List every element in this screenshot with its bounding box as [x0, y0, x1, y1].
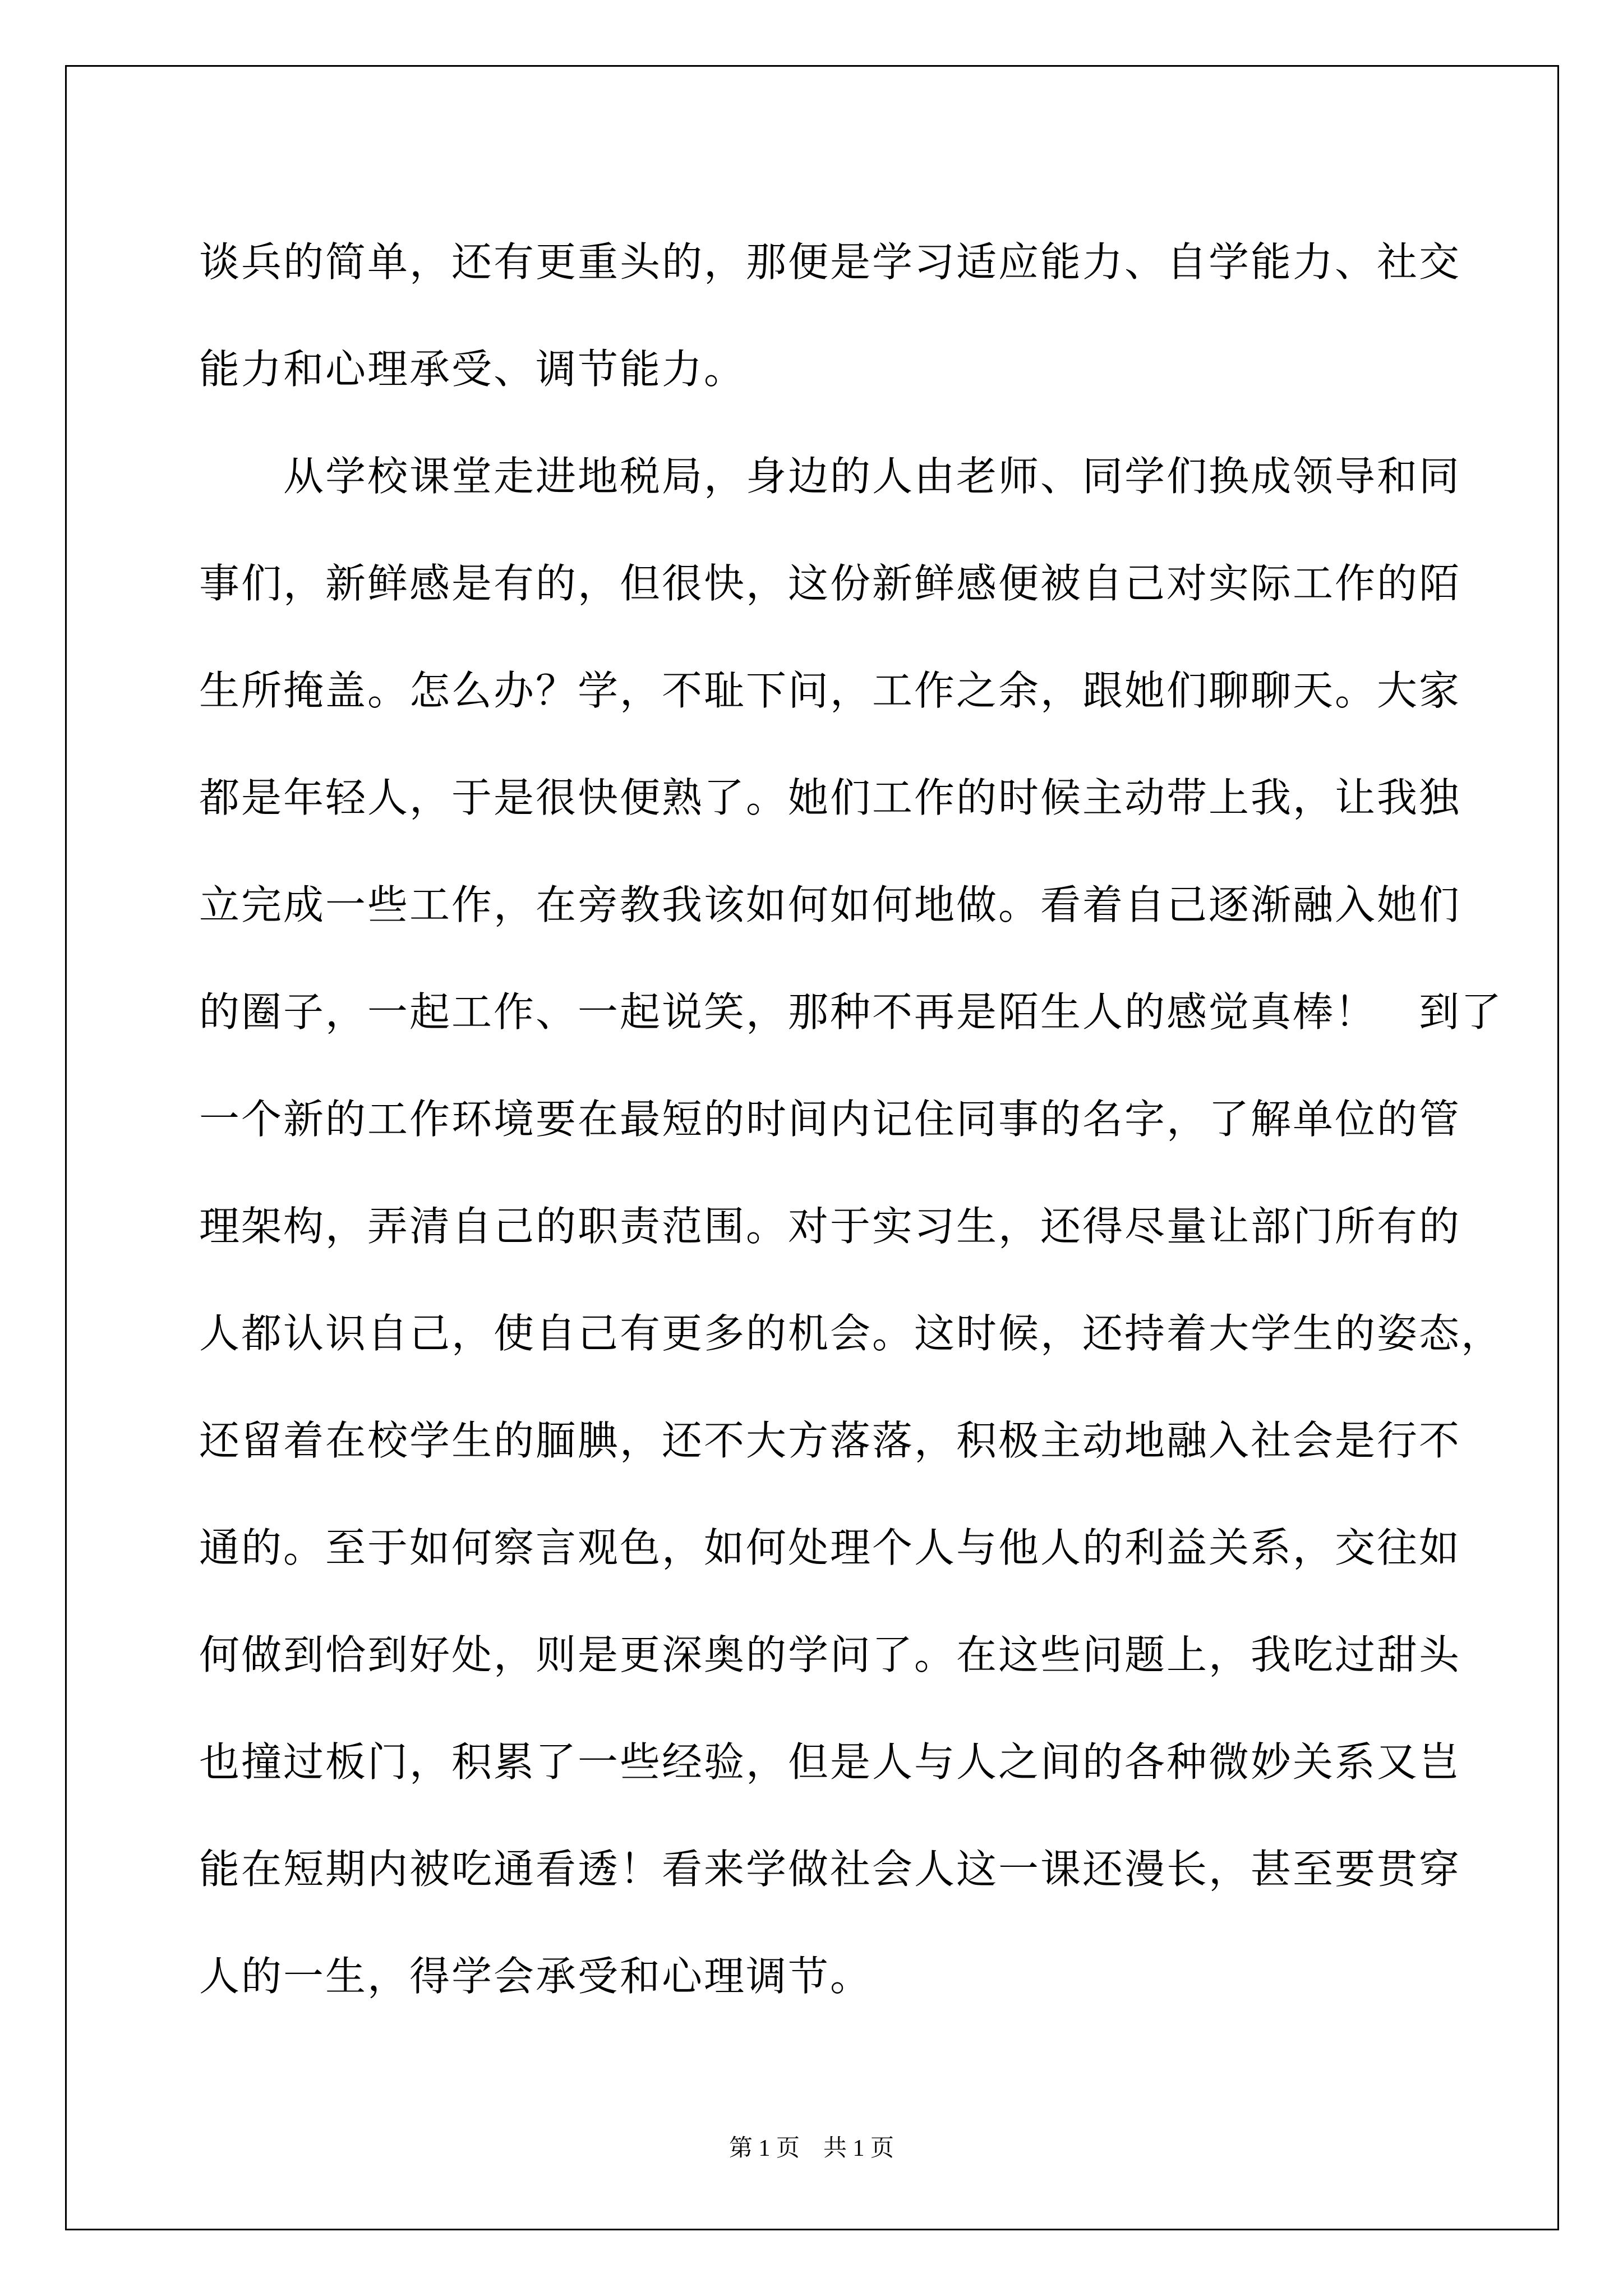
- text-line: 都是年轻人，于是很快便熟了。她们工作的时候主动带上我，让我独: [199, 774, 1461, 821]
- text-line: 理架构，弄清自己的职责范围。对于实习生，还得尽量让部门所有的: [199, 1203, 1461, 1250]
- text-line: 能在短期内被吃通看透！看来学做社会人这一课还漫长，甚至要贯穿: [199, 1846, 1461, 1893]
- text-line: 人都认识自己，使自己有更多的机会。这时候，还持着大学生的姿态，: [199, 1310, 1504, 1357]
- text-line: 也撞过板门，积累了一些经验，但是人与人之间的各种微妙关系又岂: [199, 1738, 1461, 1786]
- page-number-footer: 第 1 页 共 1 页: [728, 2136, 894, 2161]
- text-line: 生所掩盖。怎么办？学，不耻下问，工作之余，跟她们聊聊天。大家: [199, 667, 1461, 714]
- text-line: 从学校课堂走进地税局，身边的人由老师、同学们换成领导和同: [199, 453, 1461, 500]
- text-line: 能力和心理承受、调节能力。: [199, 346, 746, 393]
- document-body: [199, 209, 1504, 2030]
- text-line: 何做到恰到好处，则是更深奥的学问了。在这些问题上，我吃过甜头: [199, 1631, 1461, 1678]
- text-line: 还留着在校学生的腼腆，还不大方落落，积极主动地融入社会是行不: [199, 1417, 1461, 1464]
- text-line: 通的。至于如何察言观色，如何处理个人与他人的利益关系，交往如: [199, 1524, 1461, 1571]
- text-line: 的圈子，一起工作、一起说笑，那种不再是陌生人的感觉真棒！ 到了: [199, 988, 1504, 1036]
- text-line: 谈兵的简单，还有更重头的，那便是学习适应能力、自学能力、社交: [199, 238, 1461, 286]
- text-line: 立完成一些工作，在旁教我该如何如何地做。看着自己逐渐融入她们: [199, 881, 1461, 928]
- text-line: 事们，新鲜感是有的，但很快，这份新鲜感便被自己对实际工作的陌: [199, 560, 1461, 607]
- text-line: 人的一生，得学会承受和心理调节。: [199, 1953, 873, 2000]
- text-line: 一个新的工作环境要在最短的时间内记住同事的名字，了解单位的管: [199, 1096, 1461, 1143]
